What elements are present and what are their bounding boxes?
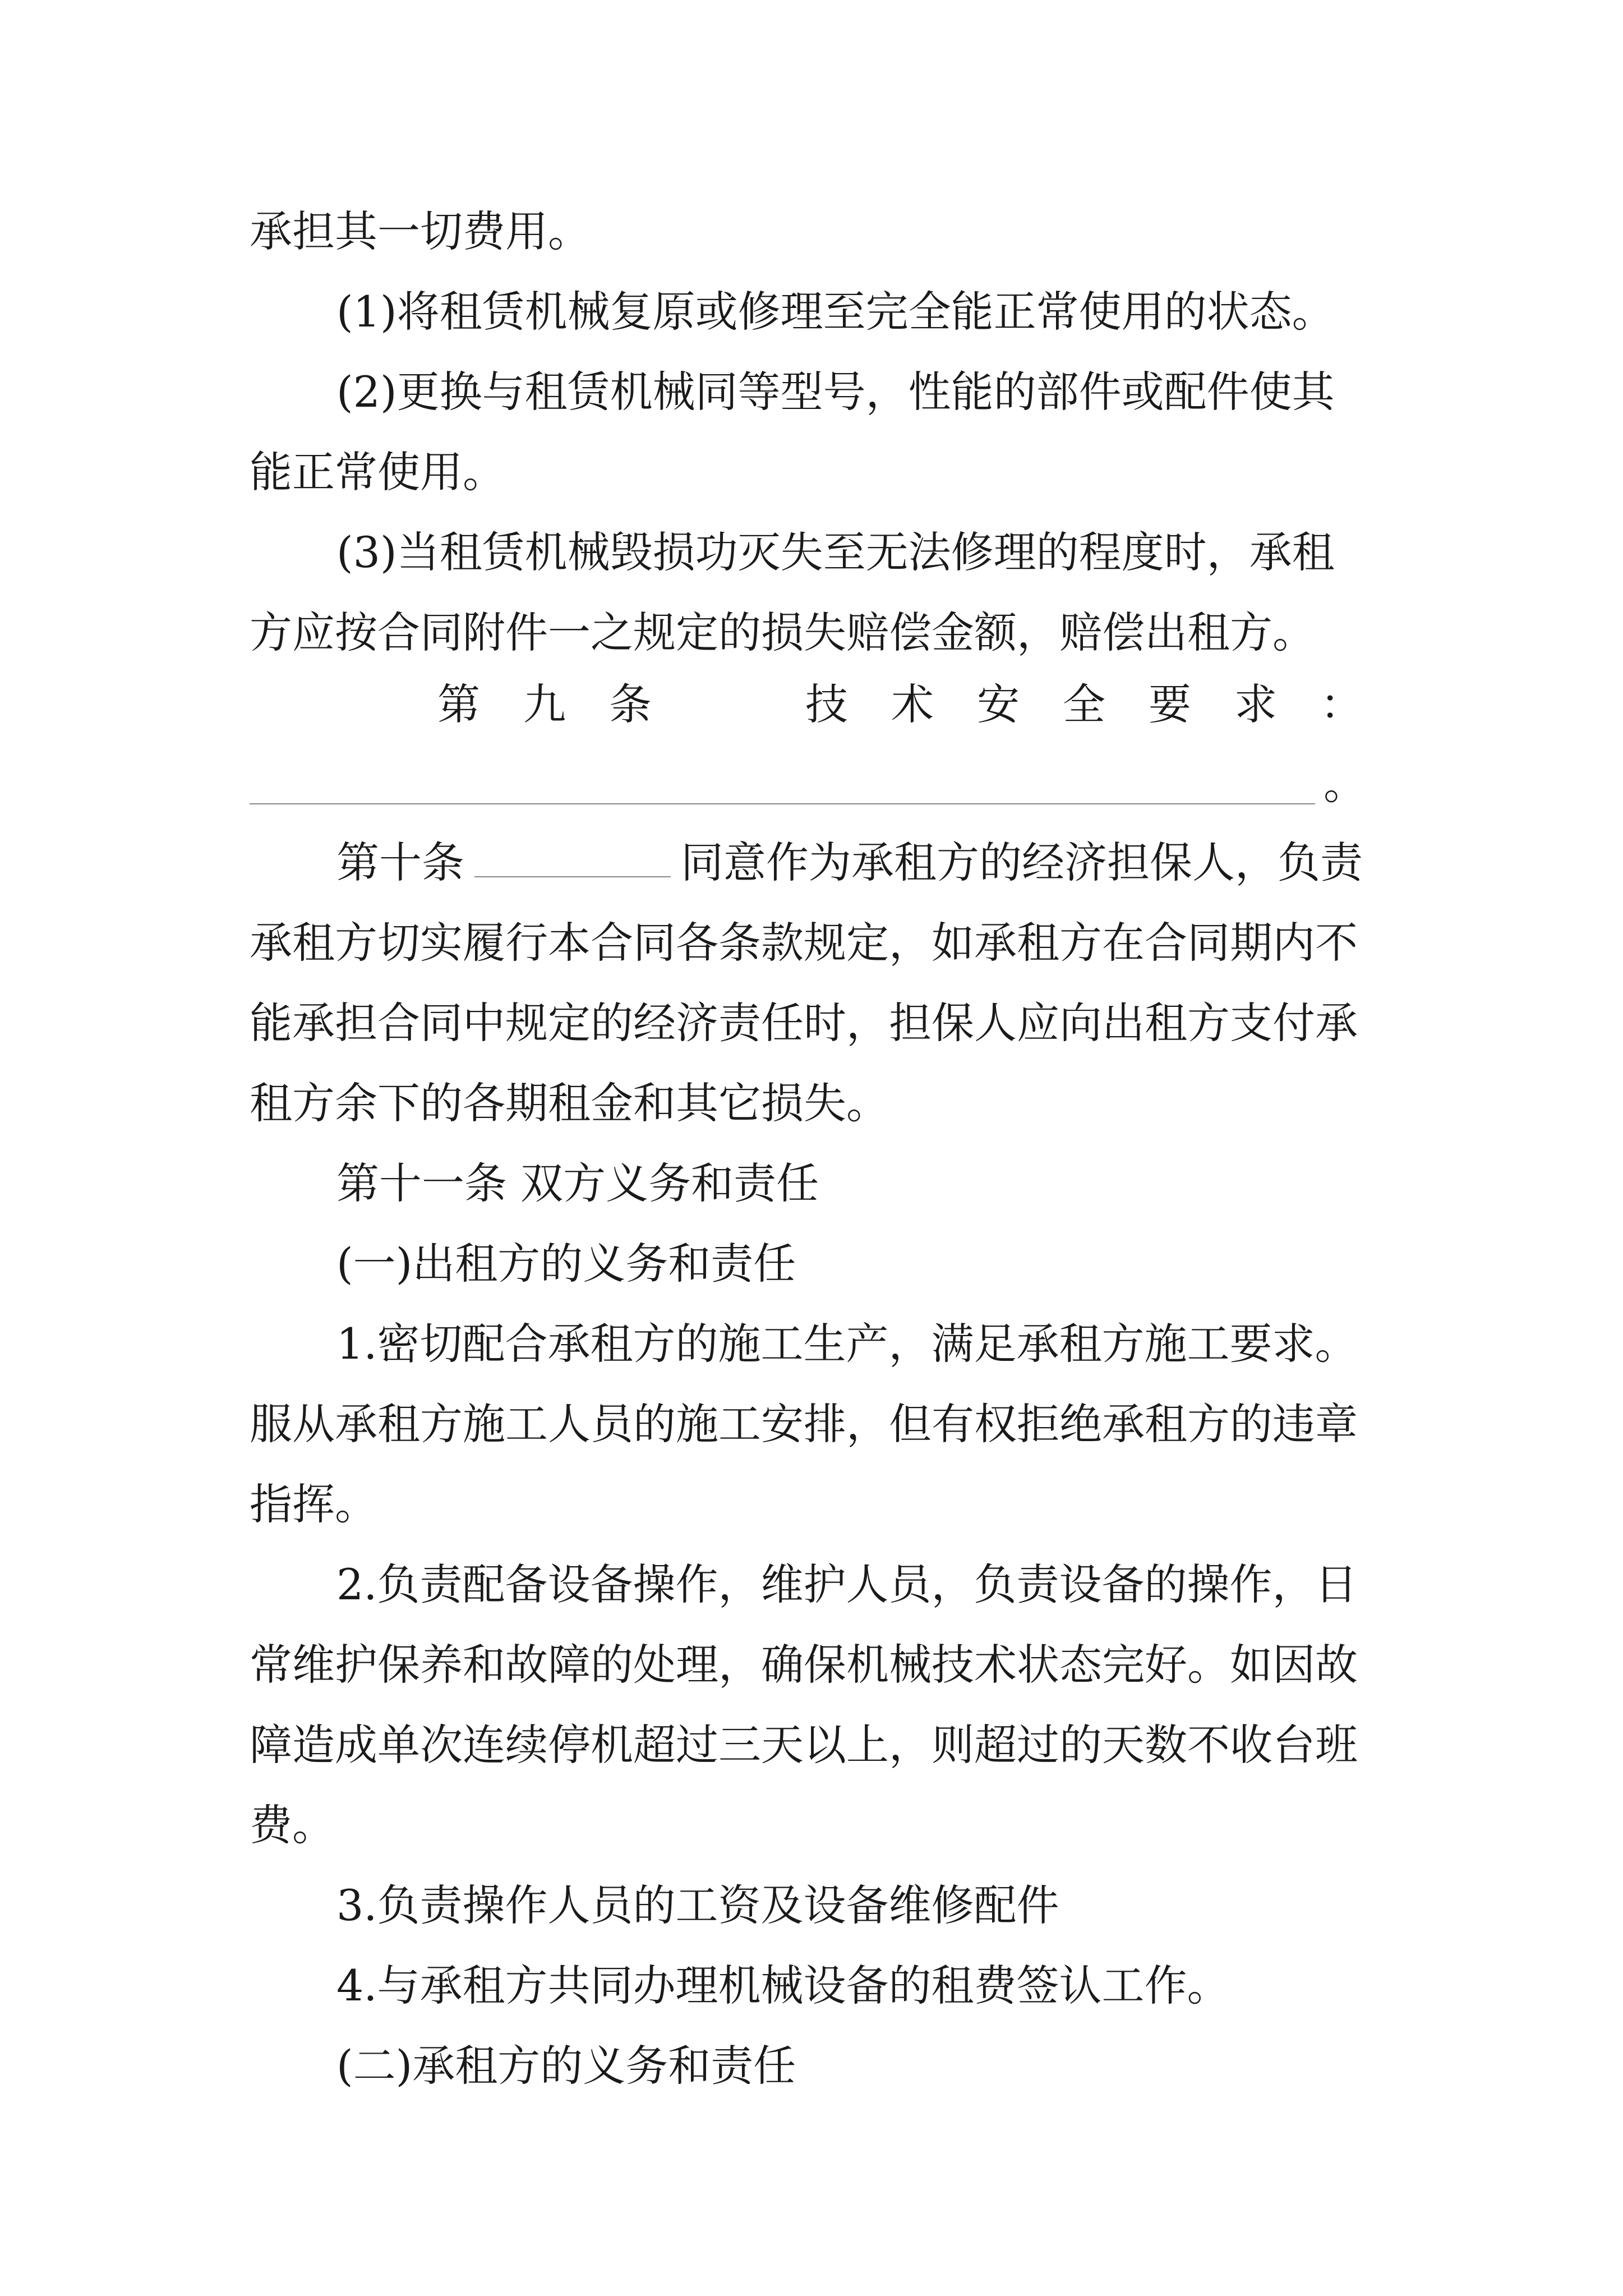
text-line: 。 bbox=[1324, 759, 1366, 809]
guarantor-blank bbox=[474, 843, 671, 877]
text-line: 3.负责操作人员的工资及设备维修配件 bbox=[336, 1880, 1059, 1930]
text-line: 4.与承租方共同办理机械设备的租费签认工作。 bbox=[336, 1961, 1230, 2010]
text-line: 1.密切配合承租方的施工生产，满足承租方施工要求。 bbox=[336, 1319, 1358, 1369]
heading-char: 安 bbox=[977, 679, 1020, 729]
text-line: 2.负责配备设备操作，维护人员，负责设备的操作，日 bbox=[336, 1559, 1358, 1609]
text-line: 方应按合同附件一之规定的损失赔偿金额，赔偿出租方。 bbox=[250, 608, 1315, 657]
heading-char: 九 bbox=[523, 679, 566, 729]
section-heading: (一)出租方的义务和责任 bbox=[336, 1239, 796, 1289]
text-line: (2)更换与租赁机械同等型号，性能的部件或配件使其 bbox=[336, 367, 1335, 417]
article-10-label: 第十条 bbox=[336, 838, 464, 887]
blank-fill-line bbox=[250, 803, 1315, 804]
heading-char: 求 bbox=[1234, 679, 1277, 729]
section-heading: (二)承租方的义务和责任 bbox=[336, 2041, 796, 2091]
heading-char: 全 bbox=[1063, 679, 1105, 729]
article-10-line bbox=[336, 838, 1363, 887]
heading-char: 第 bbox=[437, 679, 480, 729]
text-line: 能正常使用。 bbox=[250, 447, 505, 497]
text-line: 承租方切实履行本合同各条款规定，如承租方在合同期内不 bbox=[250, 918, 1358, 968]
text-line: (1)将租赁机械复原或修理至完全能正常使用的状态。 bbox=[336, 287, 1335, 337]
heading-char: 技 bbox=[805, 679, 848, 729]
text-line: 服从承租方施工人员的施工安排，但有权拒绝承租方的违章 bbox=[250, 1399, 1358, 1449]
text-line: 承担其一切费用。 bbox=[250, 206, 591, 256]
text-line: 租方余下的各期租金和其它损失。 bbox=[250, 1078, 889, 1128]
text-line: 指挥。 bbox=[250, 1479, 377, 1529]
article-9-heading bbox=[437, 679, 1363, 729]
text-line: 常维护保养和故障的处理，确保机械技术状态完好。如因故 bbox=[250, 1640, 1358, 1690]
heading-char: ： bbox=[1320, 679, 1363, 729]
heading-char: 要 bbox=[1149, 679, 1191, 729]
text-line: 能承担合同中规定的经济责任时，担保人应向出租方支付承 bbox=[250, 998, 1358, 1048]
text-line: 障造成单次连续停机超过三天以上，则超过的天数不收台班 bbox=[250, 1720, 1358, 1770]
article-10-text: 同意作为承租方的经济担保人，负责 bbox=[681, 838, 1363, 887]
text-line: (3)当租赁机械毁损功灭失至无法修理的程度时，承租 bbox=[336, 527, 1335, 577]
text-line: 费。 bbox=[250, 1800, 335, 1850]
heading-char: 术 bbox=[891, 679, 934, 729]
heading-char: 条 bbox=[609, 679, 652, 729]
article-11-heading: 第十一条 双方义务和责任 bbox=[336, 1158, 819, 1208]
